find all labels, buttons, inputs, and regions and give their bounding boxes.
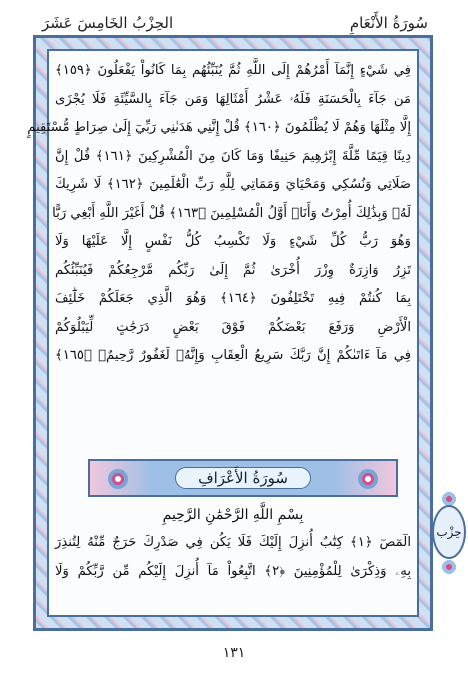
hizb-header: الحِزْبُ الخَامِسَ عَشَرَ [42, 14, 174, 32]
surah-name-header: سُورَةُ الأَنْعَامِ [349, 14, 428, 32]
flower-ornament-icon [358, 469, 378, 489]
verse-line: وَهُوَ رَبُّ كُلِّ شَيْءٍ وَلَا تَكْسِبُ كُلُّ نَفْسٍ إِلَّا عَلَيْهَا وَلَا [55, 234, 411, 249]
verse-line: فِي شَيْءٍ إِنَّمَآ أَمْرُهُمْ إِلَى اللَّهِ ثُمَّ يُنَبِّئُهُم بِمَا كَانُواْ يَفْعَلُونَ ﴿١٥٩﴾ [55, 63, 411, 78]
page-number: ١٣١ [222, 645, 246, 661]
verse-line: الٓمٓصٓ ﴿١﴾ كِتَٰبٌ أُنزِلَ إِلَيْكَ فَلَا يَكُن فِي صَدْرِكَ حَرَجٌ مِّنْهُ لِتُنذِرَ [55, 535, 411, 550]
surah-title-banner [88, 459, 398, 497]
verse-line: لَهُۥ وَبِذَٰلِكَ أُمِرْتُ وَأَنَا۠ أَوَّلُ الْمُسْلِمِينَ ﴿١٦٣﴾ قُلْ أَغَيْرَ اللَّهِ أَبْغِي رَبًّا [52, 205, 411, 221]
verse-line: مَن جَآءَ بِالْحَسَنَةِ فَلَهُۥ عَشْرُ أَمْثَالِهَا وَمَن جَآءَ بِالسَّيِّئَةِ فَلَا يُجْزَى [55, 91, 411, 107]
verse-line: بِمَا كُنتُمْ فِيهِ تَخْتَلِفُونَ ﴿١٦٤﴾ وَهُوَ الَّذِي جَعَلَكُمْ خَلَٰٓئِفَ [55, 291, 411, 306]
hizb-marker: حِزْب [432, 505, 466, 559]
basmala: بِسْمِ اللَّهِ الرَّحْمَٰنِ الرَّحِيمِ [162, 507, 304, 523]
text-area [27, 49, 419, 617]
verse-line: صَلَاتِي وَنُسُكِي وَمَحْيَايَ وَمَمَاتِي لِلَّهِ رَبِّ الْعَٰلَمِينَ ﴿١٦٢﴾ لَا شَرِيكَ [55, 177, 411, 192]
page-frame [27, 35, 433, 631]
verse-line: فِي مَآ ءَاتَىٰكُمْ إِنَّ رَبَّكَ سَرِيعُ الْعِقَابِ وَإِنَّهُۥ لَغَفُورٌ رَّحِيمٌۢ ﴿١٦٥﴾ [55, 348, 411, 363]
flower-ornament-icon [108, 469, 128, 489]
verse-line: بِهِۦ وَذِكْرَىٰ لِلْمُؤْمِنِينَ ﴿٢﴾ اتَّبِعُواْ مَآ أُنزِلَ إِلَيْكُم مِّن رَّبِّكُمْ وَلَا [55, 563, 411, 579]
hizb-ornament-bottom-icon [440, 560, 458, 574]
hizb-ornament-top-icon [440, 492, 458, 506]
surah-title: سُورَةُ الأَعْرَافِ [175, 467, 311, 489]
verse-line: إِلَّا مِثْلَهَا وَهُمْ لَا يُظْلَمُونَ ﴿١٦٠﴾ قُلْ إِنَّنِي هَدَىٰنِي رَبِّيٓ إِلَىٰ صِرَاطٍ مُّسْتَقِيمٍ [27, 120, 411, 135]
verse-line: دِينًا قِيَمًا مِّلَّةَ إِبْرَٰهِيمَ حَنِيفًا وَمَا كَانَ مِنَ الْمُشْرِكِينَ ﴿١٦١﴾ قُلْ إِنَّ [55, 148, 411, 164]
verse-line: الْأَرْضِ وَرَفَعَ بَعْضَكُمْ فَوْقَ بَعْضٍ دَرَجَٰتٍ لِّيَبْلُوَكُمْ [55, 319, 411, 335]
verses-top [27, 57, 411, 371]
verses-bottom [55, 501, 411, 586]
verse-line: تَزِرُ وَازِرَةٌ وِزْرَ أُخْرَىٰ ثُمَّ إِلَىٰ رَبِّكُم مَّرْجِعُكُمْ فَيُنَبِّئُكُم [55, 262, 411, 278]
